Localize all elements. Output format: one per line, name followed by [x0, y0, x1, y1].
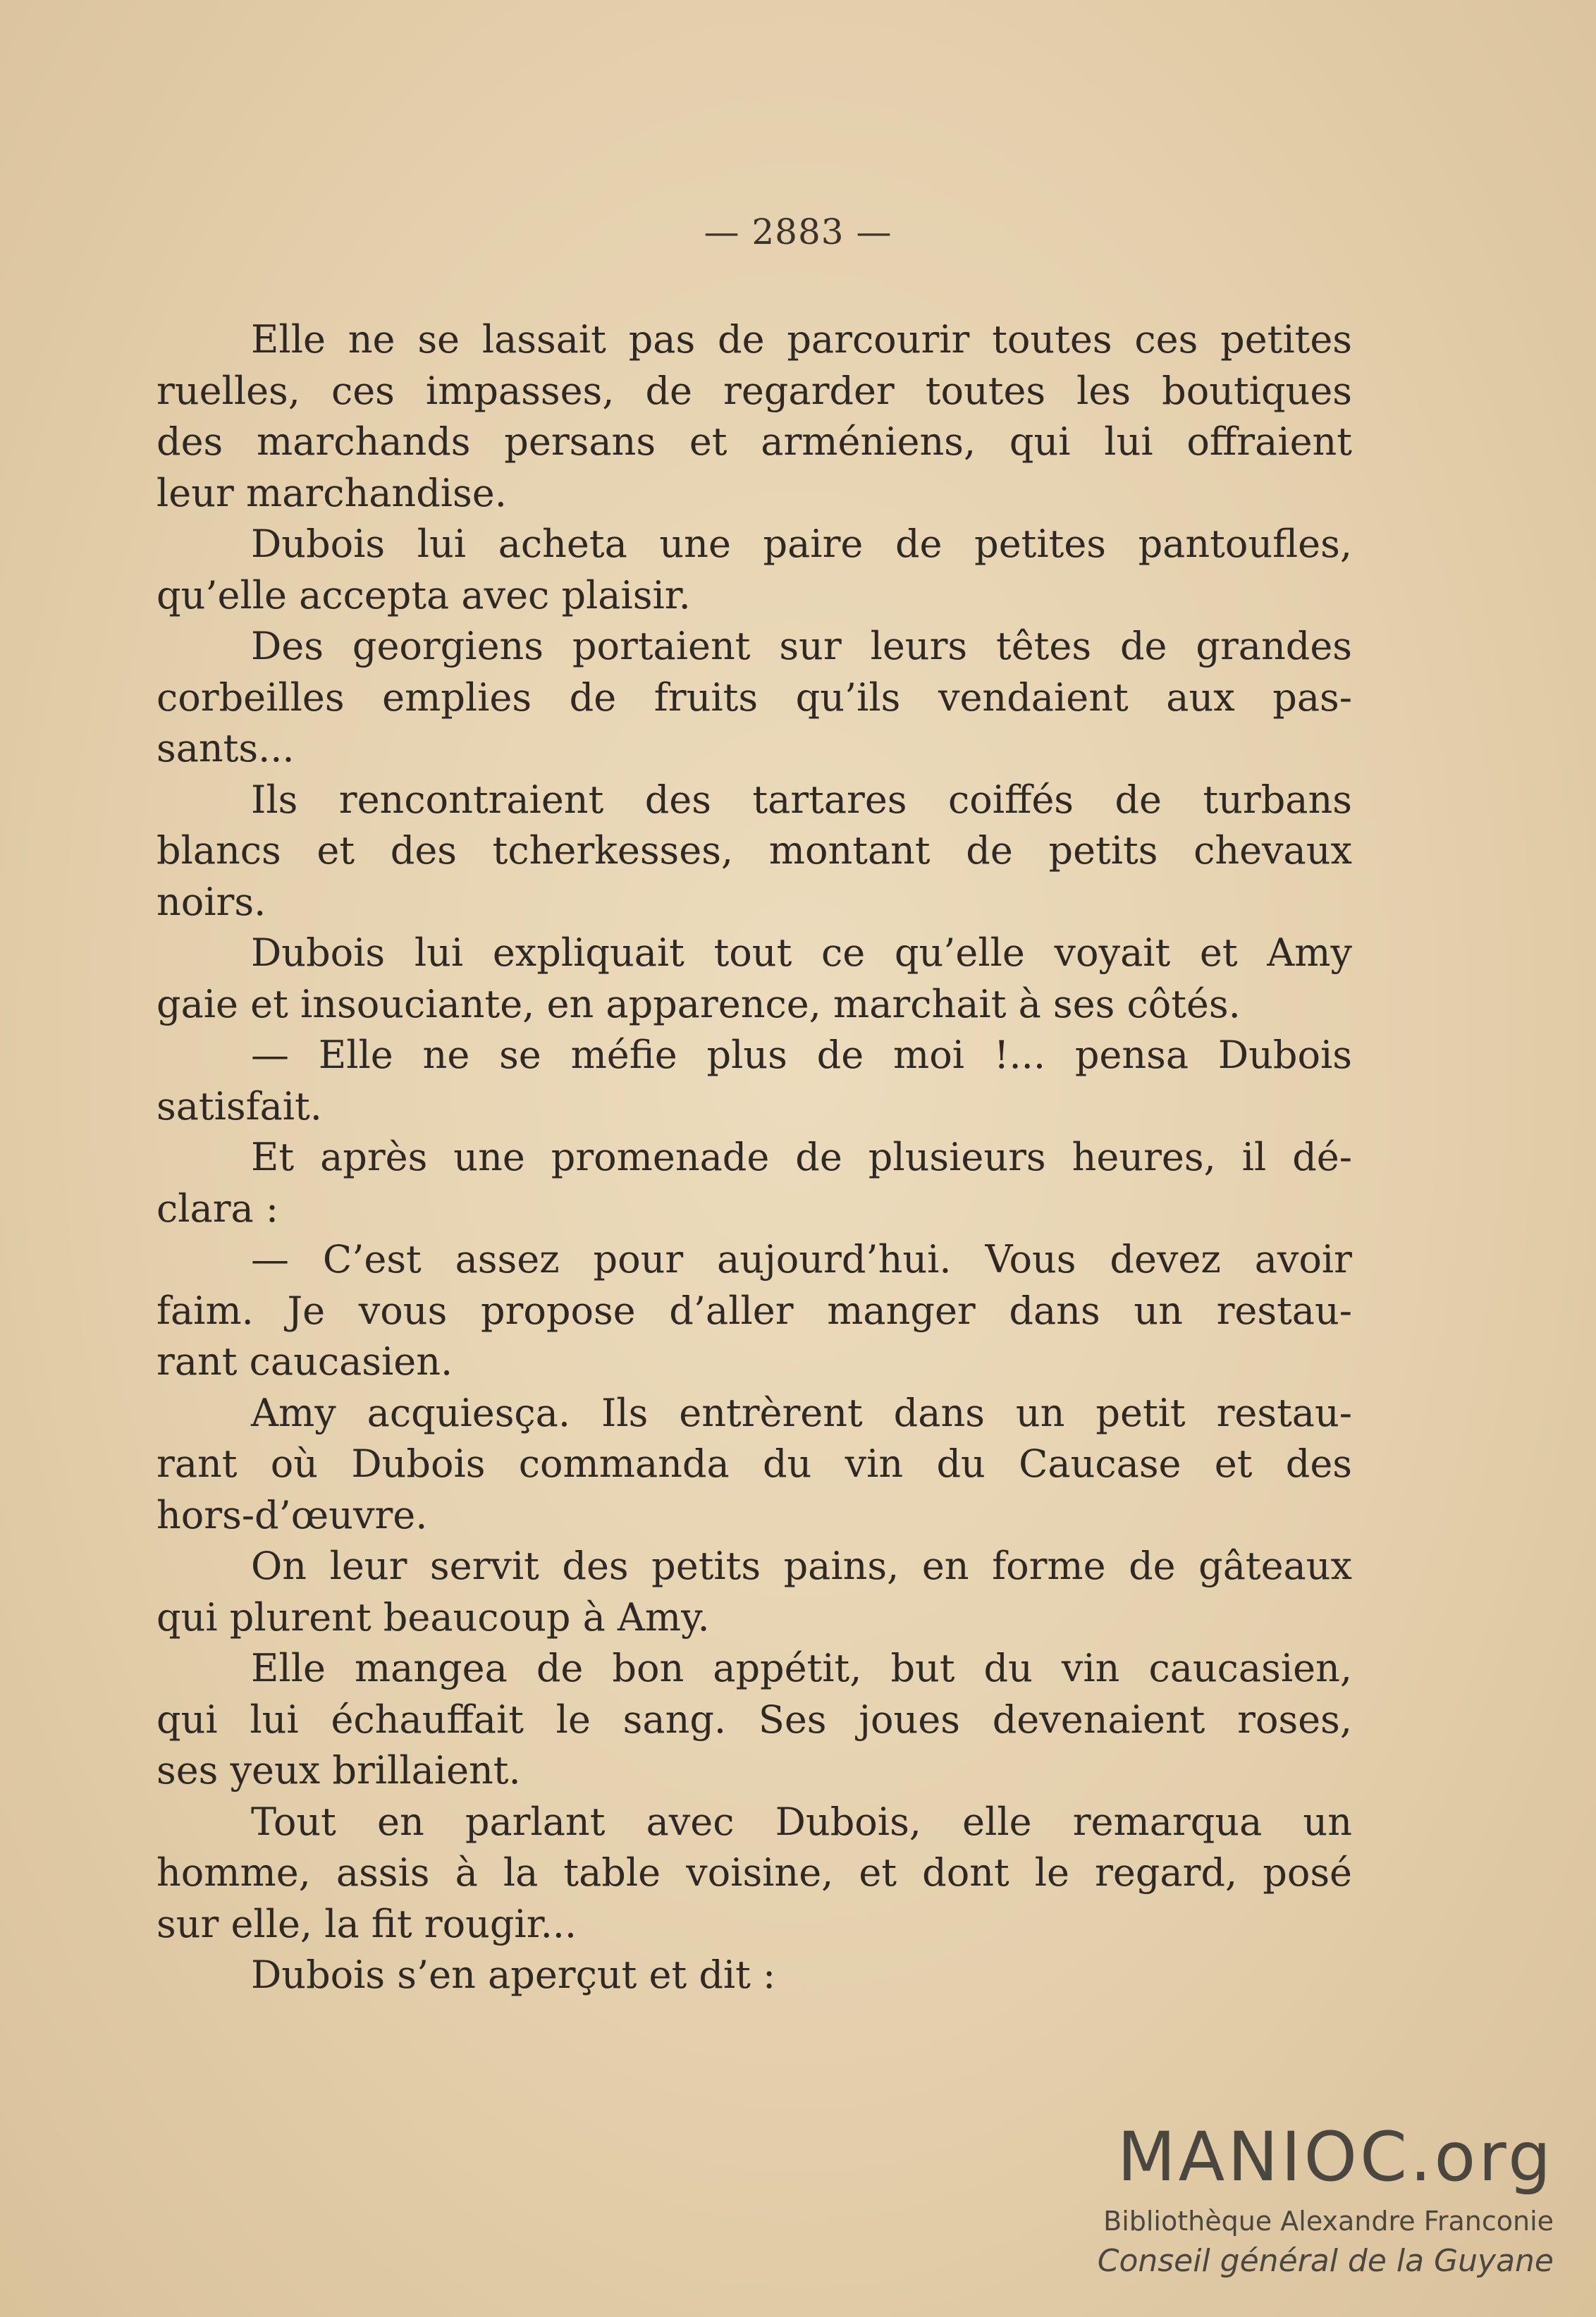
text-line: gaie et insouciante, en apparence, marchait à ses côtés. — [156, 981, 1241, 1026]
text-line: Dubois lui acheta une paire de petites pantoufles, — [251, 522, 1352, 566]
text-line: leur marchandise. — [156, 470, 507, 515]
text-line: qu’elle accepta avec plaisir. — [156, 572, 691, 617]
text-line: satisfait. — [156, 1083, 322, 1129]
text-line: Elle ne se lassait pas de parcourir toutes ces petites — [251, 317, 1352, 362]
text-line: Dubois lui expliquait tout ce qu’elle voyait et Amy — [251, 930, 1352, 975]
text-line: ses yeux brillaient. — [156, 1748, 521, 1793]
text-line: sants... — [156, 726, 295, 770]
page-number: — 2883 — — [704, 211, 892, 252]
text-line: Dubois s’en aperçut et dit : — [251, 1953, 776, 1997]
text-line: Et après une promenade de plusieurs heures, il dé- — [251, 1135, 1352, 1179]
text-line: ruelles, ces impasses, de regarder toutes les boutiques — [156, 368, 1352, 413]
text-line: corbeilles emplies de fruits qu’ils vendaient aux pas- — [156, 675, 1352, 720]
text-line: — Elle ne se méfie plus de moi !... pensa Dubois — [251, 1033, 1352, 1077]
text-line: Tout en parlant avec Dubois, elle remarqua un — [251, 1799, 1352, 1844]
manioc-logo — [1060, 2118, 1554, 2282]
text-line: noirs. — [156, 879, 266, 924]
text-line: Amy acquiesça. Ils entrèrent dans un petit restau- — [251, 1390, 1352, 1435]
text-line: Des georgiens portaient sur leurs têtes de grandes — [251, 624, 1352, 668]
text-line: qui plurent beaucoup à Amy. — [156, 1594, 710, 1640]
text-line: Ils rencontraient des tartares coiffés de turbans — [251, 777, 1352, 822]
body-text — [156, 314, 1352, 2001]
text-line: Elle mangea de bon appétit, but du vin caucasien, — [251, 1646, 1352, 1690]
text-line: rant où Dubois commanda du vin du Caucase et des — [156, 1442, 1352, 1486]
text-line: rant caucasien. — [156, 1339, 453, 1384]
text-line: blancs et des tcherkesses, montant de petits chevaux — [156, 828, 1352, 873]
text-line: On leur servit des petits pains, en forme de gâteaux — [251, 1544, 1352, 1588]
text-line: faim. Je vous propose d’aller manger dans un restau- — [156, 1288, 1352, 1333]
logo-wordmark: MANIOC.org — [1117, 2118, 1554, 2196]
logo-library-name: Bibliothèque Alexandre Franconie — [1103, 2206, 1554, 2237]
text-line: qui lui échauffait le sang. Ses joues devenaient roses, — [156, 1697, 1352, 1742]
text-line: hors-d’œuvre. — [156, 1492, 428, 1537]
text-line: — C’est assez pour aujourd’hui. Vous devez avoir — [251, 1237, 1352, 1282]
logo-council-name: Conseil général de la Guyane — [1097, 2243, 1554, 2279]
text-line: des marchands persans et arméniens, qui lui offraient — [156, 419, 1352, 464]
text-line: sur elle, la fit rougir... — [156, 1901, 577, 1946]
text-line: clara : — [156, 1186, 279, 1231]
text-line: homme, assis à la table voisine, et dont le regard, posé — [156, 1850, 1352, 1895]
